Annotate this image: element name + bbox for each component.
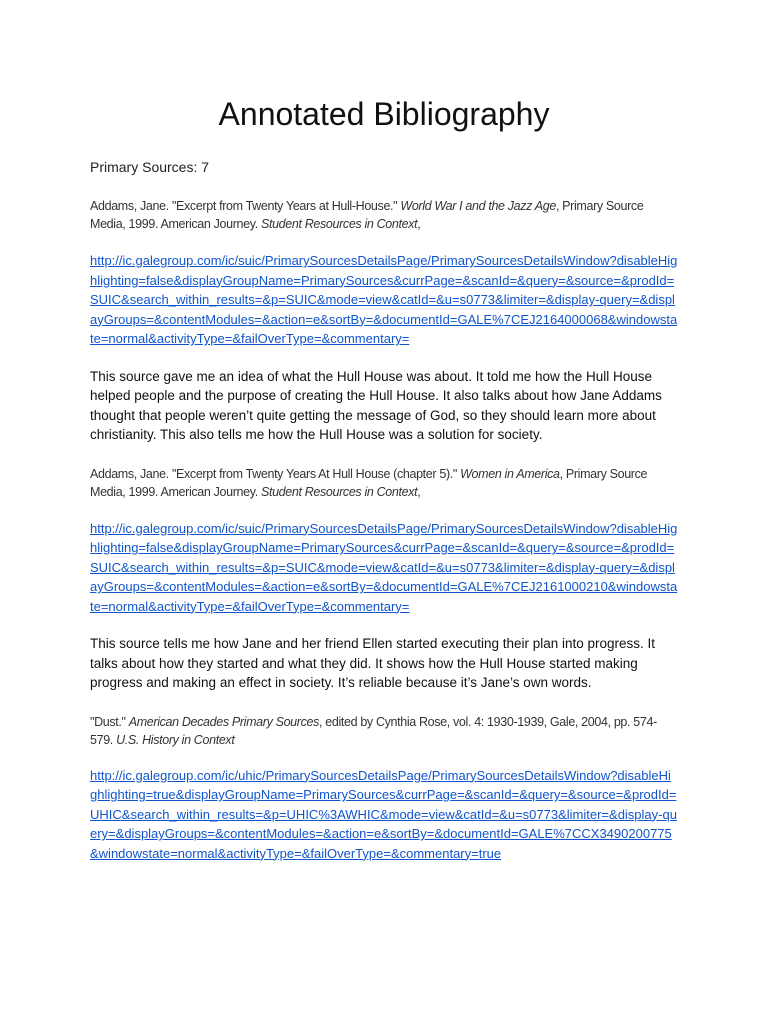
citation-text: ,	[417, 484, 421, 499]
source-link-2[interactable]: http://ic.galegroup.com/ic/suic/PrimarySourcesDetailsPage/PrimarySourcesDetailsWindow?disableHighlighting=false&displayGroupName=PrimarySources&currPage=&scanId=&query=&source=&prodId=SUIC&search_within_results=&p=SUIC&mode=view&catId=&u=s0773&limiter=&display-query=&displayGroups=&contentModules=&action=e&sortBy=&documentId=GALE%7CEJ2161000210&windowstate=normal&activityType=&failOverType=&commentary=	[90, 520, 678, 614]
source-link-1[interactable]: http://ic.galegroup.com/ic/suic/PrimarySourcesDetailsPage/PrimarySourcesDetailsWindow?disableHighlighting=false&displayGroupName=PrimarySources&currPage=&scanId=&query=&source=&prodId=SUIC&search_within_results=&p=SUIC&mode=view&catId=&u=s0773&limiter=&display-query=&displayGroups=&contentModules=&action=e&sortBy=&documentId=GALE%7CEJ2164000068&windowstate=normal&activityType=&failOverType=&commentary=	[90, 253, 678, 346]
citation-database: U.S. History in Context	[116, 732, 235, 747]
annotation-2: This source tells me how Jane and her friend Ellen started executing their plan into progress. It talks about how they started and what they did. It shows how the Hull House started making progress and making an effect in society. It’s reliable because it’s Jane’s own words.	[90, 636, 656, 690]
citation-database: Student Resources in Context	[260, 484, 418, 499]
source-link-3[interactable]: http://ic.galegroup.com/ic/uhic/PrimarySourcesDetailsPage/PrimarySourcesDetailsWindow?disableHighlighting=true&displayGroupName=PrimarySources&currPage=&scanId=&query=&source=&prodId=UHIC&search_within_results=&p=UHIC%3AWHIC&mode=view&catId=&u=s0773&limiter=&display-query=&displayGroups=&contentModules=&action=e&sortBy=&documentId=GALE%7CCX3490200775&windowstate=normal&activityType=&failOverType=&commentary=true	[90, 767, 677, 861]
citation-text: Addams, Jane. "Excerpt from Twenty Years At Hull House (chapter 5)."	[90, 466, 461, 481]
annotation-1: This source gave me an idea of what the Hull House was about. It told me how the Hull House helped people and the purpose of creating the Hull House. It also talks about how Jane Addams thought that people weren’t quite getting the message of God, so they should learn more about christianity. This also tells me how the Hull House was a solution for society.	[90, 368, 662, 442]
citation-1	[90, 197, 678, 233]
citation-text: , Primary Source Media, 1999. American Journey.	[90, 466, 648, 499]
citation-text: ,	[417, 217, 421, 231]
citation-source-title: World War I and the Jazz Age	[400, 199, 556, 213]
citation-2	[90, 465, 678, 501]
citation-database: Student Resources in Context	[260, 217, 418, 231]
citation-text: , edited by Cynthia Rose, vol. 4: 1930-1939, Gale, 2004, pp. 574-579.	[90, 714, 657, 747]
citation-text: , Primary Source Media, 1999. American Journey.	[90, 199, 644, 231]
citation-source-title: Women in America	[460, 466, 560, 481]
citation-3	[90, 713, 678, 749]
citation-text: "Dust."	[90, 714, 129, 729]
citation-text: Addams, Jane. "Excerpt from Twenty Years at Hull-House."	[90, 199, 401, 213]
citation-source-title: American Decades Primary Sources	[128, 714, 319, 729]
page-title: Annotated Bibliography	[218, 96, 550, 132]
primary-sources-count: Primary Sources: 7	[90, 159, 210, 175]
